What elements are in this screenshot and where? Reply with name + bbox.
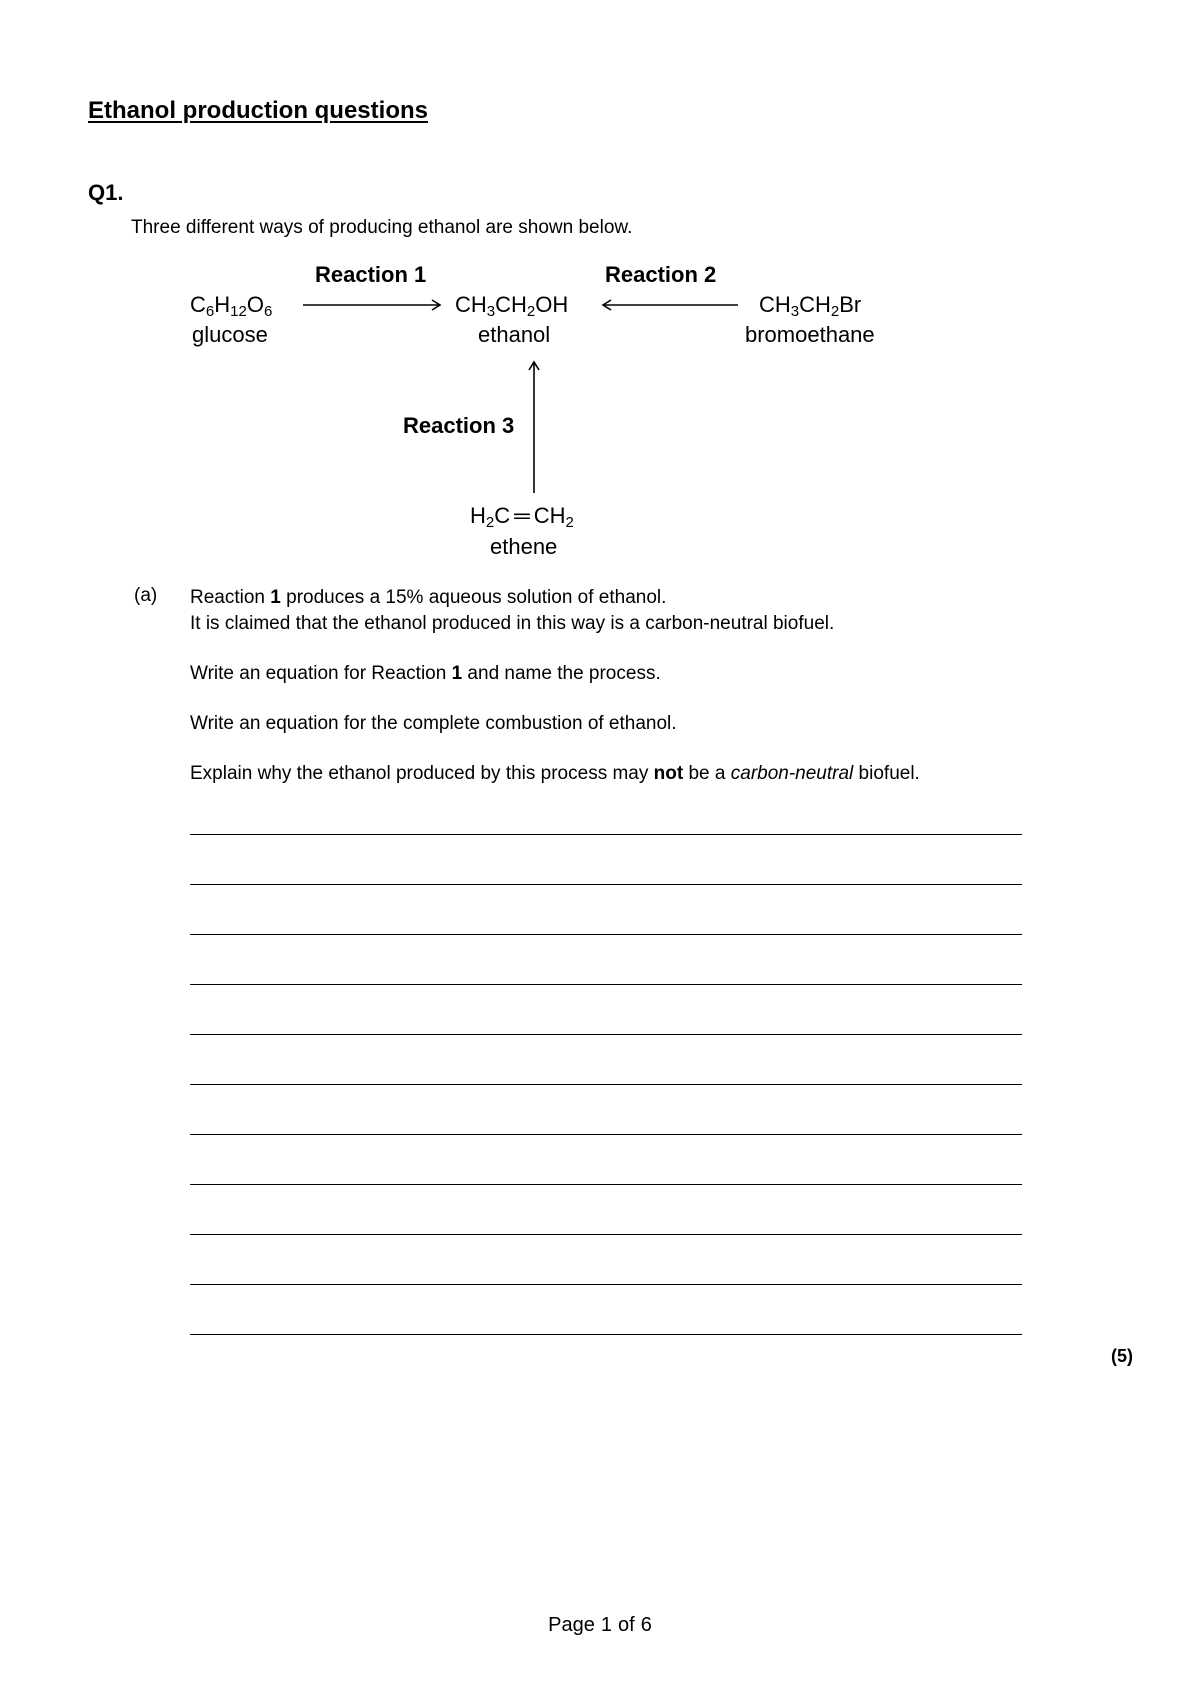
answer-line[interactable] — [190, 1284, 1022, 1285]
reaction-2-arrow — [603, 300, 738, 310]
page-number: Page 1 of 6 — [548, 1614, 652, 1636]
answer-line[interactable] — [190, 1234, 1022, 1235]
answer-line[interactable] — [190, 1084, 1022, 1085]
instruction-combustion: Write an equation for the complete combustion of ethanol. — [190, 713, 677, 734]
question-intro: Three different ways of producing ethanol are shown below. — [131, 217, 633, 238]
answer-line[interactable] — [190, 1334, 1022, 1335]
answer-line[interactable] — [190, 1184, 1022, 1185]
part-a-line-2: It is claimed that the ethanol produced in this way is a carbon-neutral biofuel. — [190, 613, 835, 634]
reaction-3-label: Reaction 3 — [403, 413, 515, 438]
marks-indicator: (5) — [1111, 1346, 1133, 1366]
reaction-3-arrow — [529, 362, 539, 493]
bromoethane-name: bromoethane — [745, 322, 875, 347]
scheme-arrows — [0, 0, 1200, 600]
instruction-explain: Explain why the ethanol produced by this process may not be a carbon-neutral biofuel. — [190, 763, 920, 784]
bromoethane-formula: $CH_3CH_2Br$ — [759, 292, 862, 320]
answer-line[interactable] — [190, 984, 1022, 985]
part-a-label: (a) — [134, 585, 158, 606]
ethanol-name: ethanol — [478, 322, 551, 347]
glucose-name: glucose — [192, 322, 268, 347]
answer-line[interactable] — [190, 1134, 1022, 1135]
reaction-1-arrow — [303, 300, 440, 310]
answer-line[interactable] — [190, 1034, 1022, 1035]
reaction-1-label: Reaction 1 — [315, 262, 427, 287]
answer-line[interactable] — [190, 884, 1022, 885]
reaction-2-label: Reaction 2 — [605, 262, 717, 287]
ethene-name: ethene — [490, 534, 558, 559]
ethene-formula: $H_2C$ ═ $CH_2$ — [470, 503, 574, 531]
question-number: Q1. — [88, 180, 124, 205]
answer-line[interactable] — [190, 934, 1022, 935]
answer-line[interactable] — [190, 834, 1022, 835]
page-title: Ethanol production questions — [88, 97, 428, 124]
glucose-formula: $C_6H_{12}O_6$ — [190, 292, 273, 320]
instruction-equation: Write an equation for Reaction 1 and name the process. — [190, 663, 661, 684]
ethanol-formula: $CH_3CH_2OH$ — [455, 292, 569, 320]
part-a-line-1: Reaction 1 produces a 15% aqueous solution of ethanol. — [190, 587, 667, 608]
